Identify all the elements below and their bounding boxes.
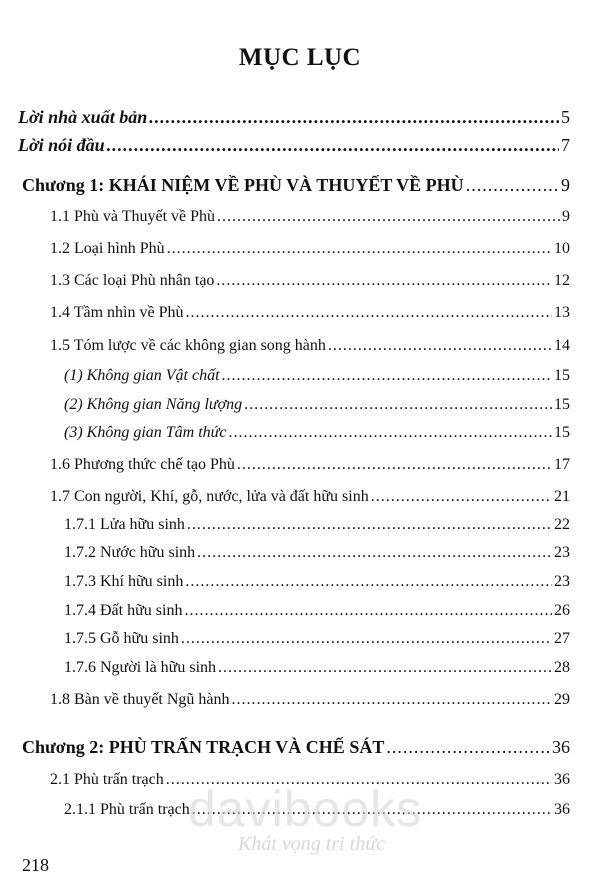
toc-page: 29 bbox=[554, 691, 570, 708]
toc-label: 1.7.6 Người là hữu sinh bbox=[64, 659, 217, 676]
toc-leader bbox=[216, 271, 552, 291]
toc-page: 13 bbox=[554, 304, 570, 321]
toc-leader bbox=[149, 107, 559, 127]
toc-leader bbox=[167, 239, 552, 259]
toc-label: 1.7.4 Đất hữu sinh bbox=[64, 602, 183, 619]
toc-entry[interactable] bbox=[64, 629, 570, 649]
toc-entry[interactable] bbox=[18, 107, 570, 127]
toc-page: 23 bbox=[554, 573, 570, 590]
toc-entry[interactable] bbox=[50, 303, 570, 323]
toc-label: 2.1 Phù trấn trạch bbox=[50, 771, 164, 788]
toc-leader bbox=[466, 175, 559, 195]
toc-entry[interactable] bbox=[50, 336, 570, 356]
toc-leader bbox=[222, 366, 552, 386]
toc-leader bbox=[217, 207, 560, 227]
toc-leader bbox=[244, 395, 552, 415]
toc-entry[interactable] bbox=[64, 395, 570, 415]
toc-entry[interactable] bbox=[18, 135, 570, 155]
toc-label: Lời nói đầu bbox=[18, 135, 105, 155]
toc-label: 1.7.1 Lửa hữu sinh bbox=[64, 516, 185, 533]
toc-entry[interactable] bbox=[64, 543, 570, 563]
page-number: 218 bbox=[22, 855, 49, 875]
toc-leader bbox=[185, 303, 552, 323]
toc-label: 1.7.2 Nước hữu sinh bbox=[64, 544, 196, 561]
toc-chapter-entry[interactable] bbox=[22, 737, 570, 757]
toc-label: 1.1 Phù và Thuyết về Phù bbox=[50, 208, 216, 225]
toc-entry[interactable] bbox=[50, 690, 570, 710]
toc-label: 1.4 Tầm nhìn về Phù bbox=[50, 304, 184, 321]
watermark-slogan: Khát vọng tri thức bbox=[238, 833, 386, 855]
toc-leader bbox=[229, 423, 553, 443]
toc-page: 36 bbox=[554, 801, 570, 818]
toc-label: 1.7.3 Khí hữu sinh bbox=[64, 573, 184, 590]
toc-page: 5 bbox=[561, 107, 570, 127]
toc-label: 1.2 Loại hình Phù bbox=[50, 240, 165, 257]
toc-label: 1.5 Tóm lược về các không gian song hành bbox=[50, 337, 326, 354]
toc-page: 17 bbox=[554, 456, 570, 473]
toc-page: 14 bbox=[554, 337, 570, 354]
toc-page: 36 bbox=[552, 737, 570, 757]
toc-leader bbox=[187, 515, 552, 535]
toc-page: 7 bbox=[561, 135, 570, 155]
toc-page: 26 bbox=[554, 602, 570, 619]
toc-leader bbox=[181, 629, 552, 649]
toc-page: 23 bbox=[554, 544, 570, 561]
toc-entry[interactable] bbox=[50, 271, 570, 291]
toc-entry[interactable] bbox=[50, 487, 570, 507]
toc-leader bbox=[232, 690, 552, 710]
toc-page: 27 bbox=[554, 630, 570, 647]
toc-entry[interactable] bbox=[50, 207, 570, 227]
toc-leader bbox=[386, 737, 550, 757]
toc-page: 21 bbox=[554, 488, 570, 505]
toc-page: 28 bbox=[554, 659, 570, 676]
toc-leader bbox=[218, 658, 552, 678]
toc-page: 9 bbox=[561, 175, 570, 195]
toc-entry[interactable] bbox=[64, 366, 570, 386]
toc-page: 22 bbox=[554, 516, 570, 533]
toc-page: 15 bbox=[554, 367, 570, 384]
toc-entry[interactable] bbox=[64, 515, 570, 535]
toc-page: 36 bbox=[554, 771, 570, 788]
toc-leader bbox=[185, 572, 552, 592]
toc-label: Lời nhà xuất bản bbox=[18, 107, 148, 127]
toc-page: 12 bbox=[554, 272, 570, 289]
toc-chapter-entry[interactable] bbox=[22, 175, 570, 195]
toc-entry[interactable] bbox=[64, 572, 570, 592]
toc-leader bbox=[184, 601, 552, 621]
toc-label: (1) Không gian Vật chất bbox=[64, 367, 220, 384]
page-title: MỤC LỤC bbox=[238, 44, 362, 71]
toc-page: 15 bbox=[554, 424, 570, 441]
toc-entry[interactable] bbox=[64, 658, 570, 678]
toc-label: Chương 1: KHÁI NIỆM VỀ PHÙ VÀ THUYẾT VỀ PHÙ bbox=[22, 175, 464, 195]
toc-leader bbox=[371, 487, 552, 507]
toc-entry[interactable] bbox=[64, 423, 570, 443]
toc-label: 1.7.5 Gỗ hữu sinh bbox=[64, 630, 179, 647]
toc-page: 10 bbox=[554, 240, 570, 257]
toc-label: 1.8 Bàn về thuyết Ngũ hành bbox=[50, 691, 230, 708]
toc-entry[interactable] bbox=[50, 455, 570, 475]
toc-label: Chương 2: PHÙ TRẤN TRẠCH VÀ CHẾ SÁT bbox=[22, 737, 385, 757]
toc-leader bbox=[237, 455, 552, 475]
watermark-brand: davibooks bbox=[188, 781, 423, 837]
toc-leader bbox=[328, 336, 552, 356]
toc-label: (2) Không gian Năng lượng bbox=[64, 396, 243, 413]
toc-leader bbox=[197, 543, 552, 563]
toc-label: (3) Không gian Tâm thức bbox=[64, 424, 227, 441]
toc-page: 15 bbox=[554, 396, 570, 413]
toc-entry[interactable] bbox=[50, 239, 570, 259]
toc-entry[interactable] bbox=[64, 601, 570, 621]
toc-leader bbox=[107, 135, 559, 155]
toc-label: 1.6 Phương thức chế tạo Phù bbox=[50, 456, 235, 473]
toc-page: 9 bbox=[562, 208, 570, 225]
toc-label: 1.7 Con người, Khí, gỗ, nước, lửa và đất hữu sinh bbox=[50, 488, 369, 505]
toc-label: 1.3 Các loại Phù nhân tạo bbox=[50, 272, 215, 289]
toc-label: 2.1.1 Phù trấn trạch bbox=[64, 801, 190, 818]
